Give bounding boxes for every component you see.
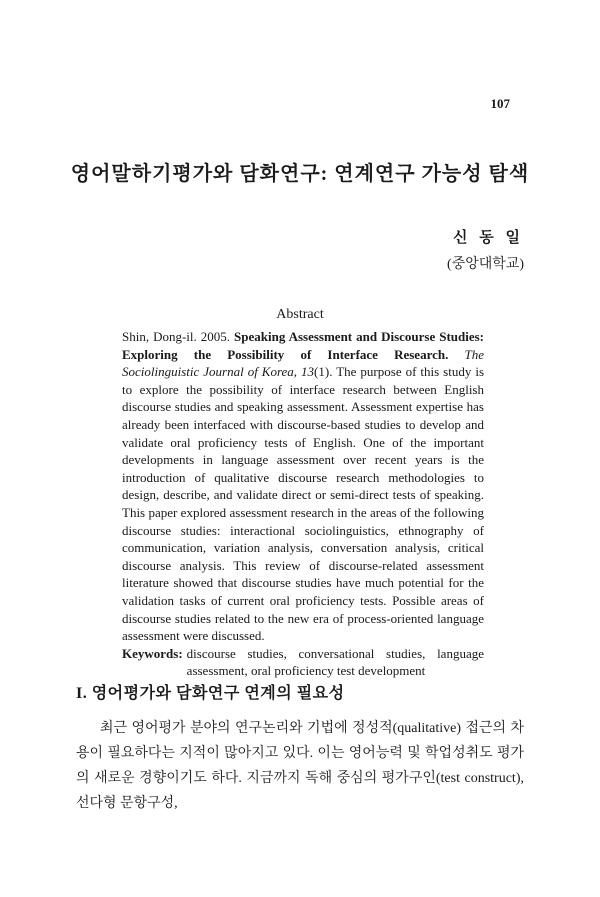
author-affiliation: (중앙대학교) <box>447 257 524 272</box>
section-body <box>76 716 524 816</box>
author-name: 신 동 일 <box>453 230 524 246</box>
author-block <box>447 226 524 273</box>
keywords-text: discourse studies, conversational studies, language assessment, oral proficiency test development <box>186 645 484 679</box>
keywords-label: Keywords: <box>122 645 183 661</box>
abstract-heading: Abstract <box>276 307 324 322</box>
abstract-body <box>122 328 484 680</box>
citation-issue: (1). <box>314 364 333 380</box>
citation-journal: The Sociolinguistic Journal of Korea, 13 <box>122 346 484 380</box>
abstract-paragraph <box>122 328 484 645</box>
keywords <box>122 645 484 680</box>
paper-title: 영어말하기평가와 담화연구: 연계연구 가능성 탐색 <box>70 163 530 185</box>
citation-title: Speaking Assessment and Discourse Studies: Exploring the Possibility of Interface Research. <box>122 329 485 362</box>
page-number: 107 <box>490 96 510 111</box>
section-heading: I. 영어평가와 담화연구 연계의 필요성 <box>76 685 345 702</box>
citation-authors: Shin, Dong-il. 2005. <box>122 329 231 344</box>
body-paragraph: 최근 영어평가 분야의 연구논리와 기법에 정성적(qualitative) 접근의 차용이 필요하다는 지적이 많아지고 있다. 이는 영어능력 및 학업성취도 평가의 새로운 경향이기도 하다. 지금까지 독해 중심의 평가구인(test construct), 선다형 문항구성, <box>76 721 524 811</box>
abstract-text: The purpose of this study is to explore the possibility of interface research between English discourse studies and speaking assessment. Assessment expertise has already been interfaced with discourse-based studies to develop and validate oral proficiency tests of English. One of the important developments in language assessment over recent years is the introduction of qualitative discourse research methodologies to design, describe, and validate direct or semi-direct tests of speaking. This paper explored assessment research in the areas of the following discourse studies: interactional sociolinguistics, ethnography of communication, variation analysis, conversation analysis, critical discourse analysis. This review of discourse-related assessment literature showed that discourse studies have much potential for the validation tasks of current oral proficiency tests. Possible areas of discourse studies related to the new era of process-oriented language assessment were discussed. <box>122 364 485 644</box>
